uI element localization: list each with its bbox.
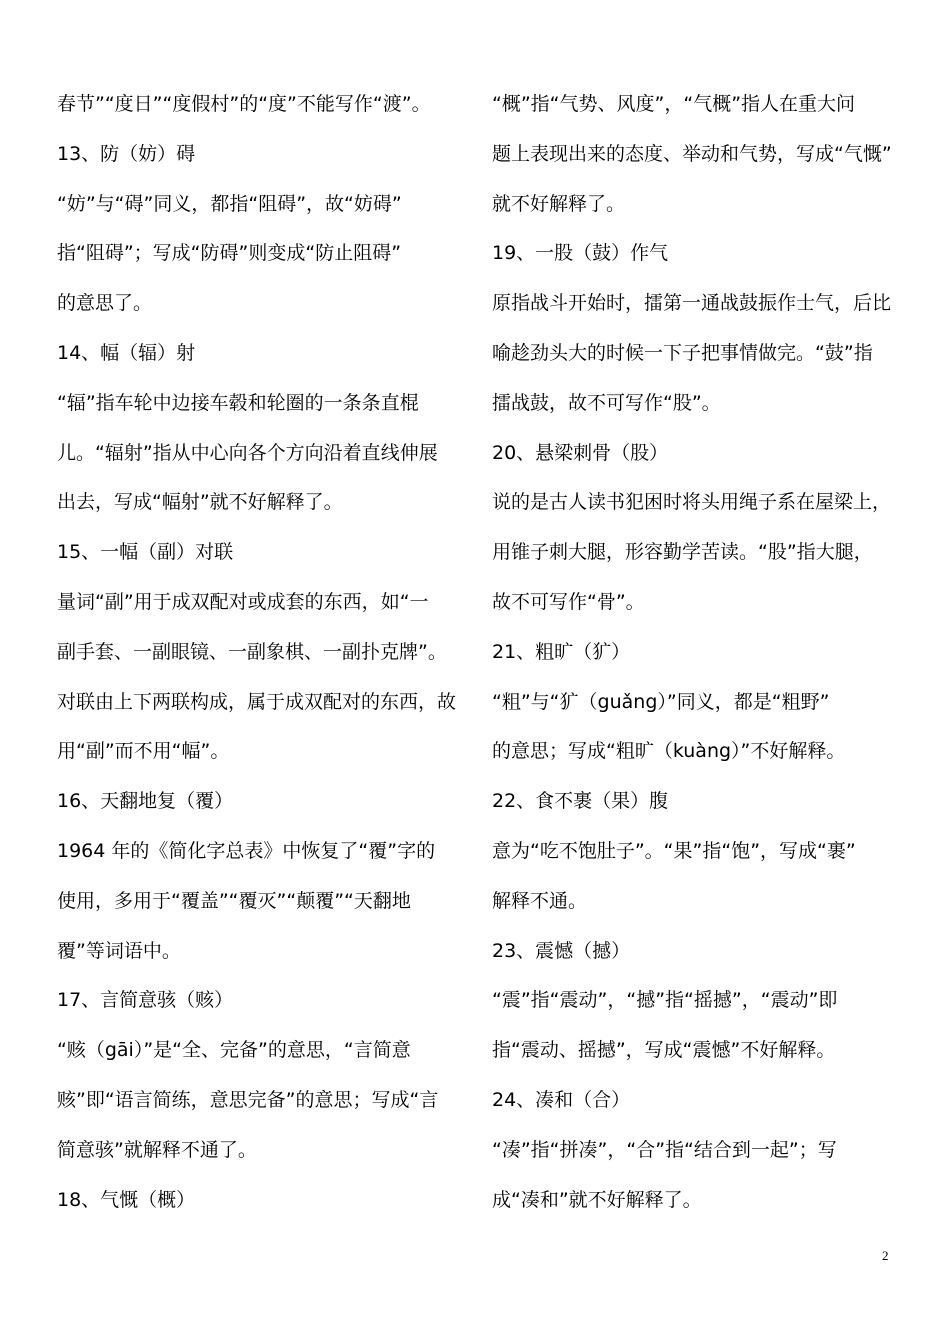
text-line: 副手套、一副眼镜、一副象棋、一副扑克牌”。: [57, 640, 447, 663]
text-line: 1964 年的《简化字总表》中恢复了“覆”字的: [57, 839, 436, 862]
text-line: 20、悬梁刺骨（股）: [492, 441, 669, 464]
text-line: 用“副”而不用“幅”。: [57, 740, 230, 763]
right-column: [492, 80, 900, 1225]
text-line: 量词“副”用于成双配对或成套的东西，如“一: [57, 590, 429, 613]
text-line: “粗”与“犷（guǎng）”同义，都是“粗野”: [492, 690, 830, 713]
text-line: 的意思；写成“粗旷（kuàng）”不好解释。: [492, 740, 846, 763]
text-line: “震”指“震动”，“撼”指“摇撼”，“震动”即: [492, 989, 838, 1012]
text-line: 说的是古人读书犯困时将头用绳子系在屋梁上，: [492, 491, 892, 514]
left-column: [57, 80, 465, 1225]
text-line: 用锥子刺大腿，形容勤学苦读。“股”指大腿，: [492, 541, 873, 564]
page-number: 2: [882, 1248, 889, 1263]
text-line: 17、言简意骇（赅）: [57, 989, 234, 1012]
text-line: 21、粗旷（犷）: [492, 640, 631, 663]
text-line: 使用，多用于“覆盖”“覆灭”“颠覆”“天翻地: [57, 889, 411, 912]
text-line: 就不好解释了。: [492, 192, 626, 215]
text-line: 对联由上下两联构成，属于成双配对的东西，故: [57, 690, 457, 713]
text-line: “凑”指“拼凑”，“合”指“结合到一起”；写: [492, 1138, 837, 1161]
text-line: 故不可写作“骨”。: [492, 590, 645, 613]
text-line: “妨”与“碍”同义，都指“阻碍”，故“妨碍”: [57, 192, 402, 215]
text-line: 喻趁劲头大的时候一下子把事情做完。“鼓”指: [492, 341, 873, 364]
text-line: 出去，写成“幅射”就不好解释了。: [57, 491, 343, 514]
text-line: 18、气慨（概）: [57, 1188, 196, 1211]
text-line: 解释不通。: [492, 889, 588, 912]
text-line: 覆”等词语中。: [57, 939, 181, 962]
text-line: 简意骇”就解释不通了。: [57, 1138, 257, 1161]
text-line: “辐”指车轮中边接车毂和轮圈的一条条直棍: [57, 391, 419, 414]
text-line: 13、防（妨）碍: [57, 142, 196, 165]
text-line: 指“震动、摇撼”，写成“震憾”不好解释。: [492, 1039, 836, 1062]
text-line: 15、一幅（副）对联: [57, 541, 234, 564]
text-line: “概”指“气势、风度”，“气概”指人在重大问: [492, 93, 856, 115]
text-line: 赅”即“语言简练，意思完备”的意思；写成“言: [57, 1088, 439, 1111]
text-line: 成“凑和”就不好解释了。: [492, 1188, 702, 1211]
text-line: 儿。“辐射”指从中心向各个方向沿着直线伸展: [57, 441, 438, 464]
text-line: 意为“吃不饱肚子”。“果”指“饱”，写成“裹”: [492, 839, 856, 862]
text-line: 19、一股（鼓）作气: [492, 242, 669, 265]
text-line: 原指战斗开始时，擂第一通战鼓振作士气，后比: [492, 292, 892, 315]
text-line: 题上表现出来的态度、举动和气势，写成“气慨”: [492, 142, 892, 165]
text-line: 14、幅（辐）射: [57, 341, 196, 364]
text-line: 的意思了。: [57, 292, 153, 315]
text-line: 16、天翻地复（覆）: [57, 790, 234, 813]
text-line: 擂战鼓，故不可写作“股”。: [492, 391, 721, 414]
text-line: 春节”“度日”“度假村”的“度”不能写作“渡”。: [57, 93, 431, 115]
text-line: 23、震憾（撼）: [492, 939, 631, 962]
text-line: 24、凑和（合）: [492, 1088, 631, 1111]
text-line: 22、食不裹（果）腹: [492, 790, 669, 813]
text-line: “赅（gāi）”是“全、完备”的意思，“言简意: [57, 1039, 411, 1062]
text-line: 指“阻碍”；写成“防碍”则变成“防止阻碍”: [57, 242, 402, 265]
